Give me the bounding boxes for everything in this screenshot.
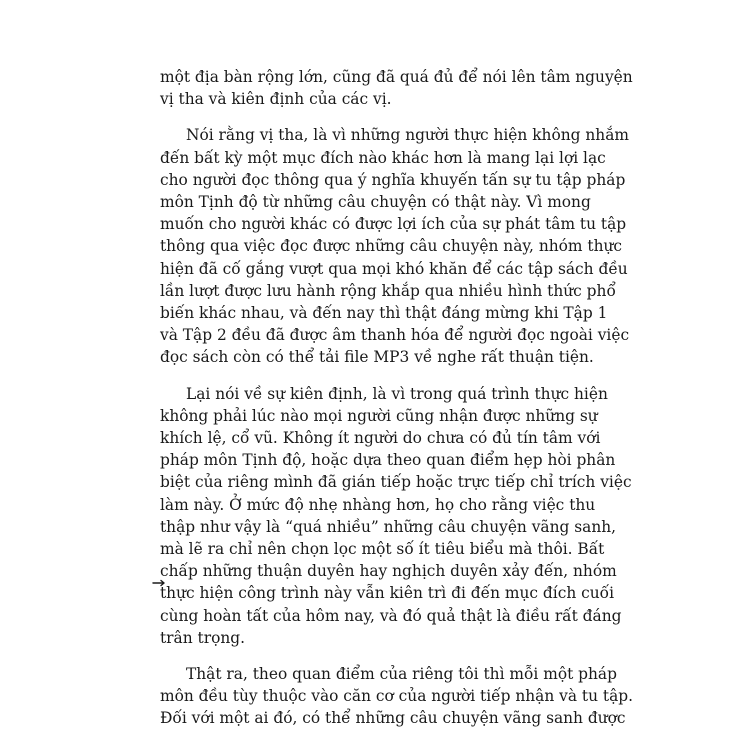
text-line: Lại nói về sự kiên định, là vì trong quá trình thực hiện [186, 384, 608, 403]
text-line: môn đều tùy thuộc vào căn cơ của người tiếp nhận và tu tập. [160, 687, 634, 706]
text-line: trân trọng. [160, 628, 245, 647]
text-line: môn Tịnh độ từ những câu chuyện có thật này. Vì mong [160, 193, 591, 212]
text-line: không phải lúc nào mọi người cũng nhận được những sự [160, 406, 598, 425]
text-line: lần lượt được lưu hành rộng khắp qua nhiều hình thức phổ [160, 281, 616, 300]
text-line: khích lệ, cổ vũ. Không ít người do chưa có đủ tín tâm với [160, 429, 601, 448]
text-line: hiện đã cố gắng vượt qua mọi khó khăn để các tập sách đều [160, 259, 628, 278]
text-line: Đối với một ai đó, có thể những câu chuyện vãng sanh được [160, 709, 626, 728]
text-line: pháp môn Tịnh độ, hoặc dựa theo quan điểm hẹp hòi phân [160, 451, 616, 470]
text-line: cho người đọc thông qua ý nghĩa khuyến tấn sự tu tập pháp [160, 170, 626, 189]
text-line: làm này. Ở mức độ nhẹ nhàng hơn, họ cho rằng việc thu [160, 495, 596, 514]
paragraph-3 [160, 383, 632, 649]
text-line: thực hiện công trình này vẫn kiên trì đi đến mục đích cuối [160, 584, 614, 603]
text-line: và Tập 2 đều đã được âm thanh hóa để người đọc ngoài việc [160, 326, 630, 345]
text-line: thông qua việc đọc được những câu chuyện này, nhóm thực [160, 237, 623, 256]
text-line: Nói rằng vị tha, là vì những người thực hiện không nhắm [186, 126, 629, 145]
text-line: một địa bàn rộng lớn, cũng đã quá đủ để nói lên tâm nguyện [160, 68, 633, 86]
text-line: đọc sách còn có thể tải file MP3 về nghe rất thuận tiện. [160, 348, 594, 367]
text-line: đến bất kỳ một mục đích nào khác hơn là mang lại lợi lạc [160, 148, 606, 167]
text-line: biệt của riêng mình đã gián tiếp hoặc trực tiếp chỉ trích việc [160, 473, 632, 492]
text-line: chấp những thuận duyên hay nghịch duyên xảy đến, nhóm [160, 562, 617, 581]
text-line: thập như vậy là “quá nhiều” những câu chuyện vãng sanh, [160, 517, 617, 536]
text-line: biến khác nhau, và đến nay thì thật đáng mừng khi Tập 1 [160, 304, 608, 323]
page-text [160, 66, 634, 744]
pen-mark-icon [152, 579, 166, 587]
text-line: muốn cho người khác có được lợi ích của sự phát tâm tu tập [160, 215, 627, 234]
paragraph-2 [160, 124, 630, 368]
text-line: cùng hoàn tất của hôm nay, và đó quả thật là điều rất đáng [160, 606, 622, 625]
paragraph-1 [160, 66, 633, 110]
text-line: Thật ra, theo quan điểm của riêng tôi thì mỗi một pháp [186, 665, 617, 684]
text-line: mà lẽ ra chỉ nên chọn lọc một số ít tiêu biểu mà thôi. Bất [160, 540, 605, 559]
paragraph-4 [160, 663, 634, 730]
text-line: vị tha và kiên định của các vị. [160, 90, 392, 109]
